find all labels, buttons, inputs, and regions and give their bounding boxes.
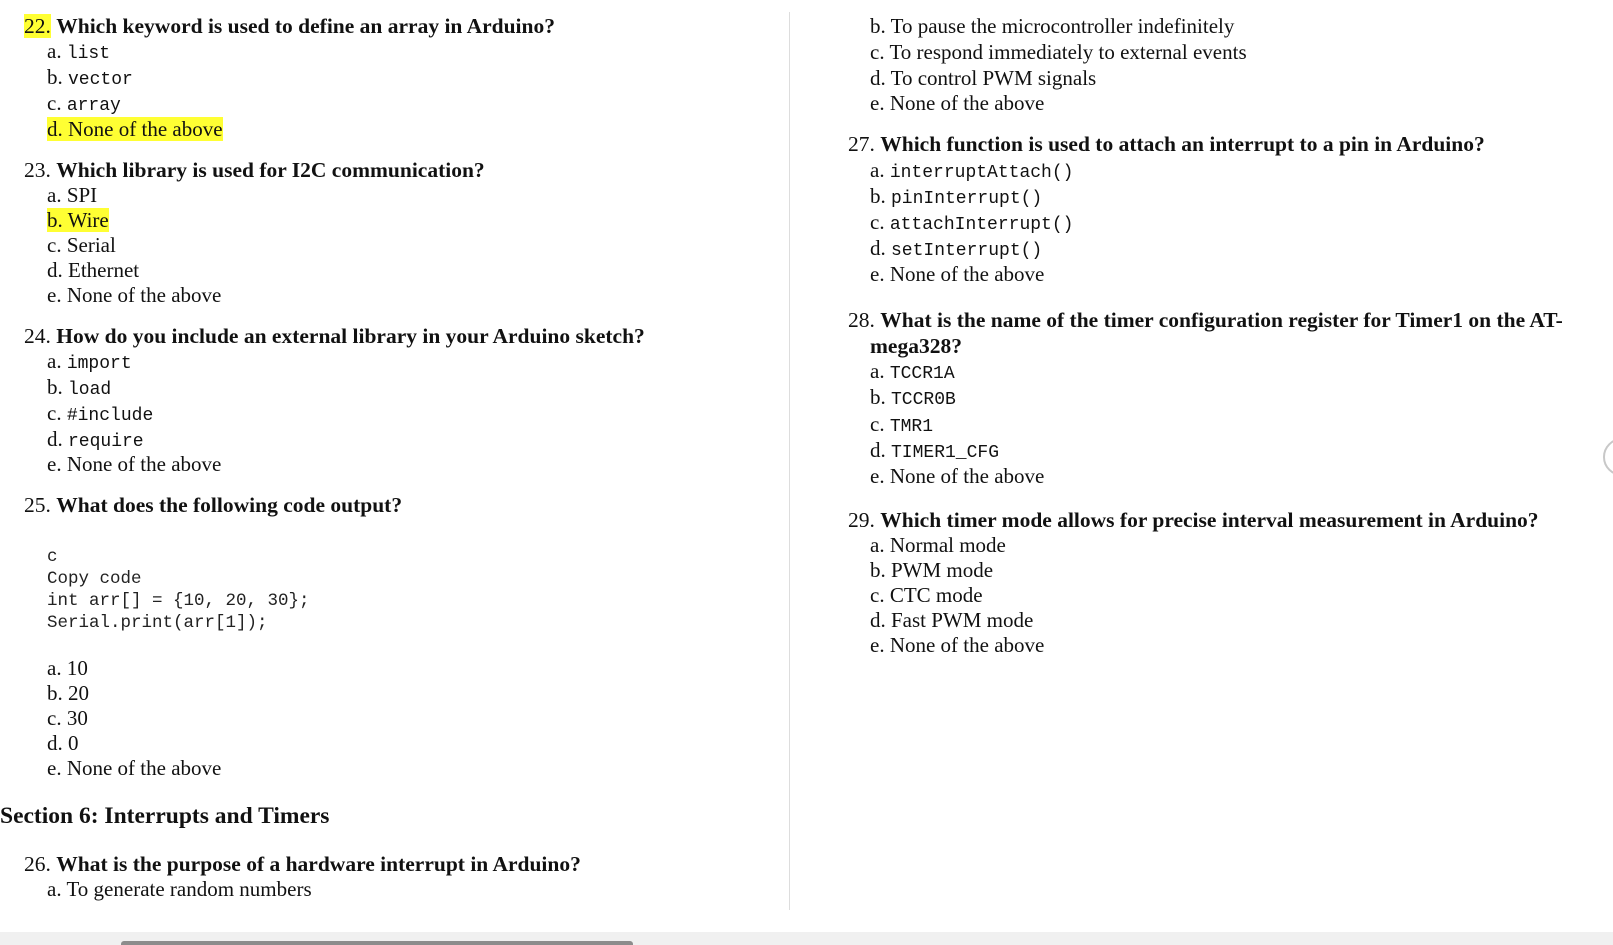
question-number: 22. <box>24 14 51 38</box>
question-28-heading-cont: mega328? <box>870 334 962 358</box>
question-22-heading <box>24 13 555 39</box>
option-b-highlighted: b. Wire <box>47 208 109 232</box>
question-text: How do you include an external library in your Arduino sketch? <box>56 324 645 348</box>
option-a: a. import <box>47 349 132 374</box>
question-24-heading <box>24 323 645 349</box>
option-e: e. None of the above <box>47 452 222 476</box>
option-d: d. Ethernet <box>47 258 140 282</box>
option-b: b. pinInterrupt() <box>870 184 1043 209</box>
scrollbar-thumb[interactable] <box>121 941 633 945</box>
option-e: e. None of the above <box>870 633 1045 657</box>
question-text: Which library is used for I2C communication? <box>56 158 485 182</box>
option-c: c. #include <box>47 401 154 426</box>
question-text: Which timer mode allows for precise interval measurement in Arduino? <box>880 508 1539 532</box>
scroll-handle[interactable] <box>1603 438 1613 476</box>
option-b: b. load <box>47 375 112 400</box>
question-27-heading <box>848 131 1485 157</box>
question-number: 29. <box>848 508 875 532</box>
option-a: a. TCCR1A <box>870 359 955 384</box>
code-line-2: Serial.print(arr[1]); <box>47 613 268 633</box>
code-language-label: c <box>47 547 58 567</box>
question-text: Which function is used to attach an interrupt to a pin in Arduino? <box>880 132 1485 156</box>
option-a: a. To generate random numbers <box>47 877 312 901</box>
option-a: a. 10 <box>47 656 88 680</box>
option-b: b. PWM mode <box>870 558 994 582</box>
question-text: What is the name of the timer configuration register for Timer1 on the AT- <box>880 308 1563 332</box>
option-b: b. 20 <box>47 681 89 705</box>
question-28-heading <box>848 307 1563 333</box>
option-e: e. None of the above <box>47 756 222 780</box>
question-number: 26. <box>24 852 51 876</box>
option-d: d. Fast PWM mode <box>870 608 1034 632</box>
option-c: c. array <box>47 91 121 116</box>
section-title: Section 6: Interrupts and Timers <box>0 803 330 829</box>
question-29-heading <box>848 507 1539 533</box>
option-c: c. TMR1 <box>870 412 934 437</box>
option-a: a. list <box>47 39 111 64</box>
option-b: b. vector <box>47 65 133 90</box>
option-b: b. TCCR0B <box>870 385 956 410</box>
question-text: What is the purpose of a hardware interrupt in Arduino? <box>56 852 581 876</box>
option-d: d. TIMER1_CFG <box>870 438 1000 463</box>
option-d: d. To control PWM signals <box>870 66 1097 90</box>
option-c: c. attachInterrupt() <box>870 210 1074 235</box>
option-a: a. Normal mode <box>870 533 1006 557</box>
question-number: 27. <box>848 132 875 156</box>
option-c: c. To respond immediately to external events <box>870 40 1247 64</box>
question-text: Which keyword is used to define an array in Arduino? <box>56 14 555 38</box>
question-26-heading <box>24 851 581 877</box>
option-e: e. None of the above <box>47 283 222 307</box>
option-c: c. 30 <box>47 706 88 730</box>
question-23-heading <box>24 157 485 183</box>
question-number: 23. <box>24 158 51 182</box>
option-d: d. setInterrupt() <box>870 236 1043 261</box>
column-divider <box>789 12 790 910</box>
option-e: e. None of the above <box>870 464 1045 488</box>
option-b: b. To pause the microcontroller indefinitely <box>870 14 1235 38</box>
option-d-highlighted: d. None of the above <box>47 117 223 141</box>
option-e: e. None of the above <box>870 262 1045 286</box>
question-number: 24. <box>24 324 51 348</box>
code-line-1: int arr[] = {10, 20, 30}; <box>47 591 310 611</box>
option-c: c. Serial <box>47 233 116 257</box>
option-d: d. require <box>47 427 144 452</box>
option-a: a. interruptAttach() <box>870 158 1074 183</box>
option-c: c. CTC mode <box>870 583 983 607</box>
option-a: a. SPI <box>47 183 98 207</box>
question-number: 25. <box>24 493 51 517</box>
question-text: What does the following code output? <box>56 493 403 517</box>
question-25-heading <box>24 492 402 518</box>
copy-code-button[interactable]: Copy code <box>47 569 142 589</box>
option-e: e. None of the above <box>870 91 1045 115</box>
question-number: 28. <box>848 308 875 332</box>
option-d: d. 0 <box>47 731 79 755</box>
